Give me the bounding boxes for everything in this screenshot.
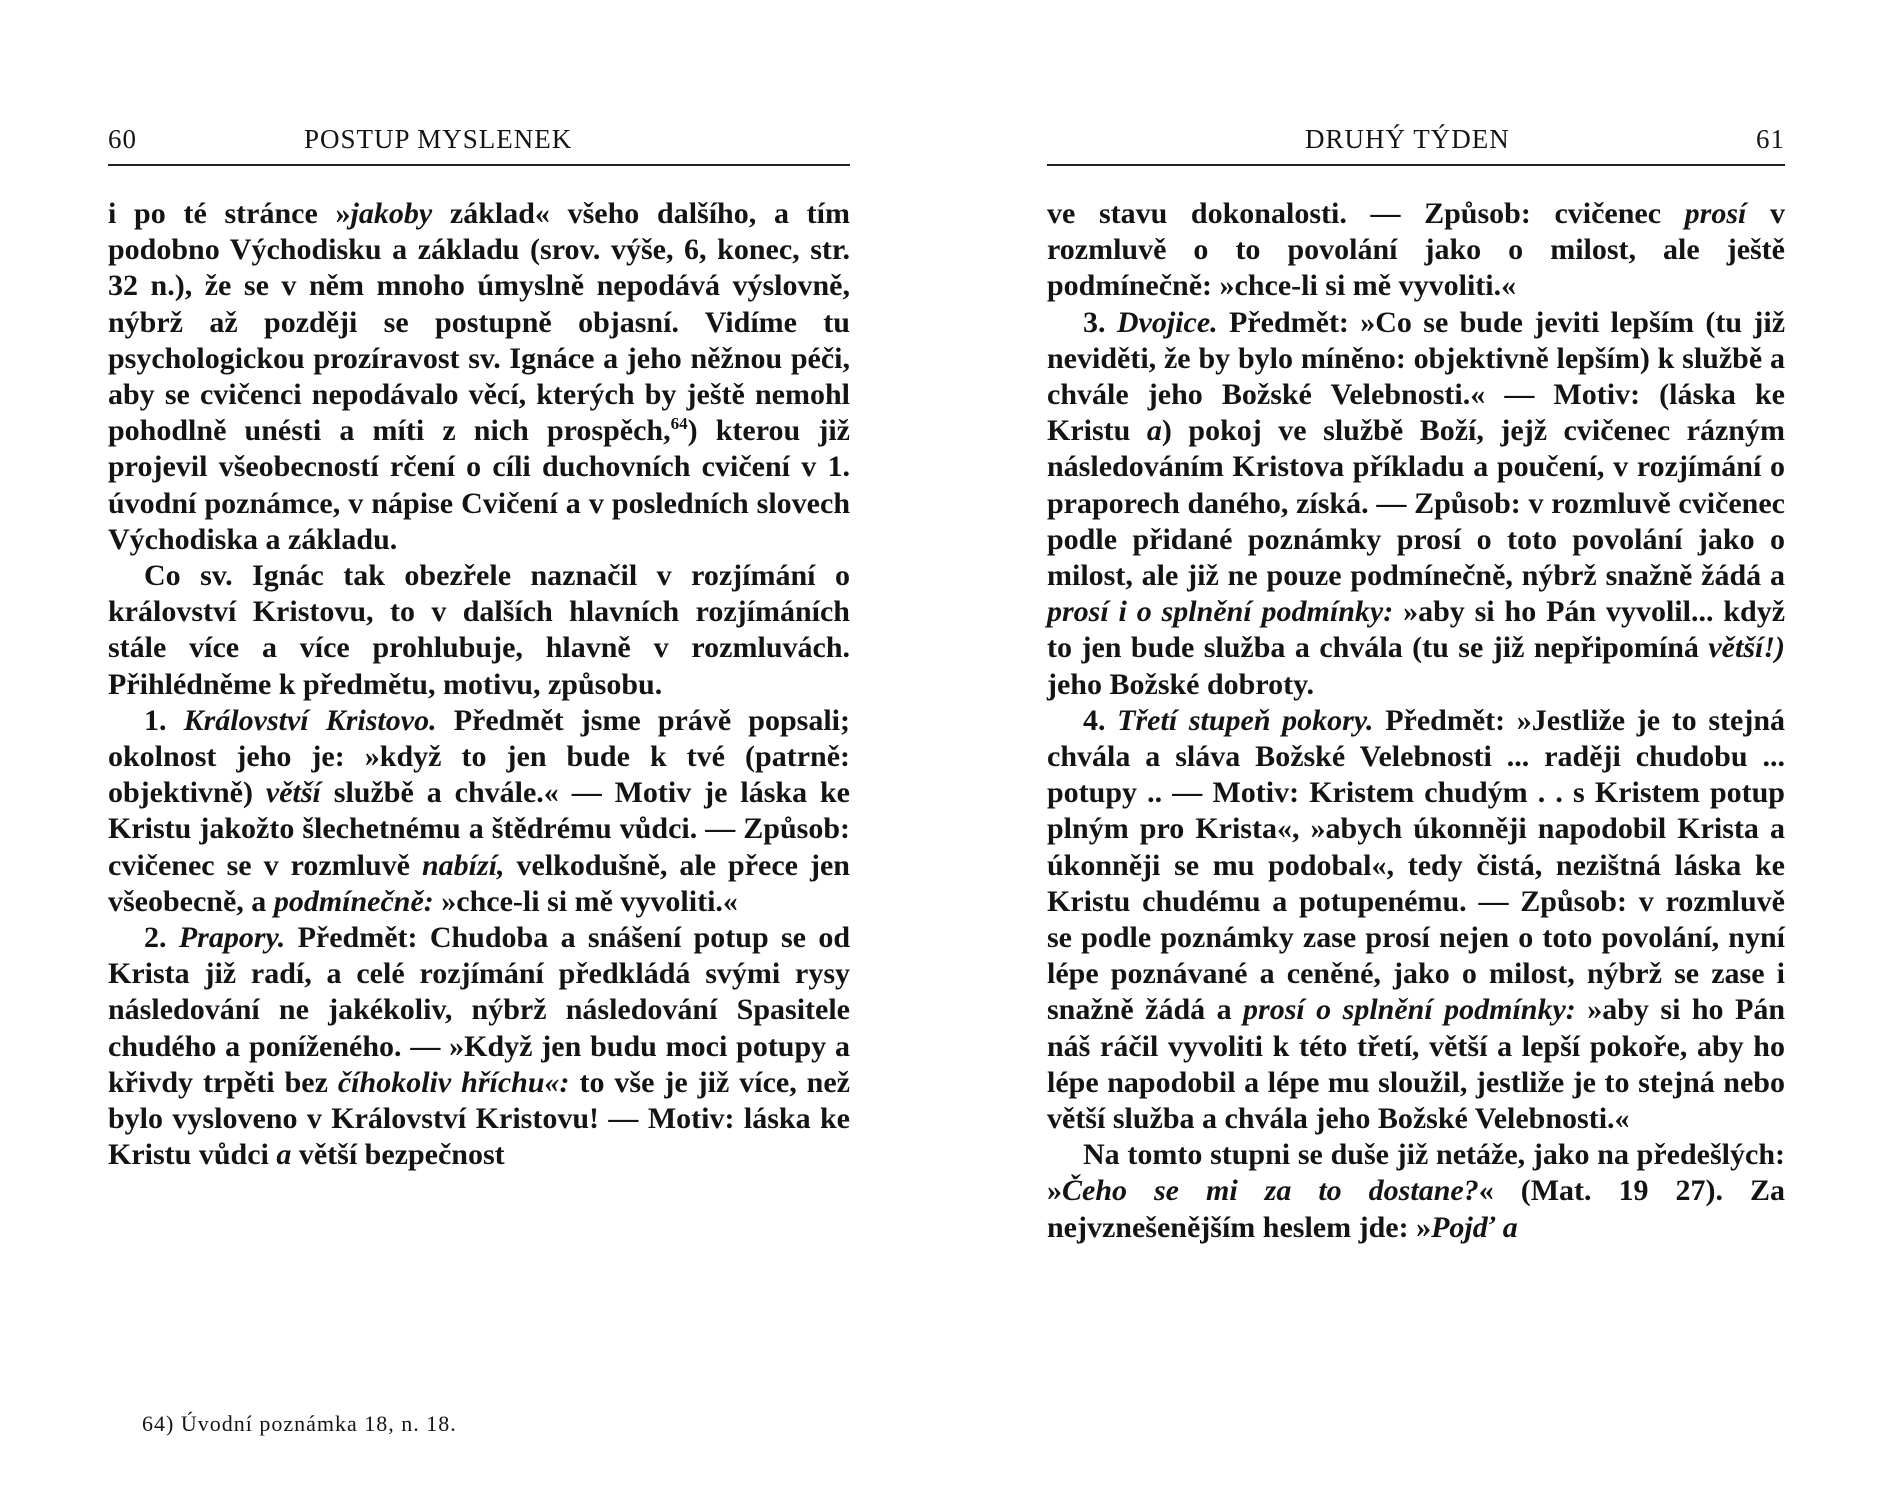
italic-emphasis: Třetí stupeň pokory.	[1117, 703, 1374, 737]
italic-emphasis: Pojď a	[1431, 1210, 1518, 1244]
paragraph: i po té stránce »jakoby základ« všeho dalšího, a tím podobno Východisku a základu (srov. výše, 6, konec, str. 32 n.), že se v něm mnoho úmyslně nepodává výslovně, nýbrž až později se postupně objasní. Vidíme tu psychologickou prozíravost sv. Ignáce a jeho něžnou péči, aby se cvičenci nepodávalo věcí, kterých by ještě nemohl pohodlně unésti a míti z nich prospěch,$^{64}$) kterou již projevil všeobecností rčení o cíli duchovních cvičení v 1. úvodní poznámce, v nápise Cvičení a v posledních slovech Východiska a základu.	[108, 197, 850, 556]
italic-emphasis: Prapory.	[178, 921, 286, 955]
paragraph: Na tomto stupni se duše již netáže, jako na předešlých: »Čeho se mi za to dostane?« (Mat. 19 27). Za nejvznešenějším heslem jde: »Pojď a	[1047, 1138, 1785, 1244]
italic-emphasis: větší!)	[1708, 631, 1785, 665]
left-page-number: 60	[108, 124, 137, 154]
italic-emphasis: Dvojice.	[1116, 305, 1218, 339]
right-body-text	[1047, 196, 1785, 1246]
paragraph: 1. Království Kristovo. Předmět jsme právě popsali; okolnost jeho je: »když to jen bude k tvé (patrně: objektivně) větší službě a chvále.« — Motiv je láska ke Kristu jakožto šlechetnému a štědrému vůdci. — Způsob: cvičenec se v rozmluvě nabízí, velkodušně, ale přece jen všeobecně, a podmínečně: »chce-li si mě vyvoliti.«	[108, 703, 850, 918]
paragraph: 2. Prapory. Předmět: Chudoba a snášení potup se od Krista již radí, a celé rozjímání předkládá svými rysy následování ne jakékoliv, nýbrž následování Spasitele chudého a poníženého. — »Když jen budu moci potupy a křivdy trpěti bez číhokoliv hříchu«: to vše je již více, než bylo vysloveno v Království Kristovu! — Motiv: láska ke Kristu vůdci a větší bezpečnost	[108, 921, 851, 1172]
right-page-number: 61	[1756, 124, 1785, 154]
italic-emphasis: větší	[265, 776, 321, 810]
footnote-ref: 64	[670, 414, 688, 434]
paragraph: 4. Třetí stupeň pokory. Předmět: »Jestliže je to stejná chvála a sláva Božské Velebnosti ... raději chudobu ... potupy .. — Motiv: Kristem chudým . . s Kristem potup plným pro Krista«, »abych úkonněji napodobil Krista a úkonněji se mu podobal«, tedy čistá, nezištná láska ke Kristu chudému a potupenému. — Způsob: v rozmluvě se podle poznámky zase prosí nejen o toto povolání, nyní lépe poznávané a ceněné, jako o milost, nýbrž se zase i snažně žádá a prosí o splnění podmínky: »aby si ho Pán náš ráčil vyvoliti k této třetí, větší a lepší pokoře, aby ho lépe napodobil a lépe mu sloužil, jestliže je to stejná nebo větší služba a chvála jeho Božské Velebnosti.«	[1047, 703, 1786, 1136]
italic-emphasis: a	[1146, 414, 1162, 448]
right-page	[1047, 0, 1785, 1500]
footnote: 64) Úvodní poznámka 18, n. 18.	[142, 1411, 457, 1436]
italic-emphasis: číhokoliv hříchu«:	[337, 1065, 570, 1099]
paragraph: 3. Dvojice. Předmět: »Co se bude jeviti lepším (tu již neviděti, že by bylo míněno: objektivně lepším) k službě a chvále jeho Božské Velebnosti.« — Motiv: (láska ke Kristu a) pokoj ve službě Boží, jejž cvičenec rázným následováním Kristova příkladu a poučení, v rozjímání o praporech daného, získá. — Způsob: v rozmluvě cvičenec podle přidané poznámky prosí o toto povolání jako o milost, ale již ne pouze podmínečně, nýbrž snažně žádá a prosí i o splnění podmínky: »aby si ho Pán vyvolil... když to jen bude služba a chvála (tu se již nepřipomíná větší!) jeho Božské dobroty.	[1047, 305, 1786, 701]
italic-emphasis: Čeho se mi za to dostane?	[1062, 1174, 1479, 1208]
italic-emphasis: prosí	[1684, 197, 1747, 230]
right-running-head: DRUHÝ TÝDEN	[1305, 124, 1510, 154]
italic-emphasis: prosí i o splnění podmínky:	[1047, 595, 1394, 629]
left-body-text	[108, 196, 850, 1173]
italic-emphasis: Království Kristovo.	[183, 703, 437, 737]
italic-emphasis: podmínečně:	[273, 884, 434, 918]
italic-emphasis: jakoby	[350, 197, 433, 230]
italic-emphasis: a	[276, 1138, 292, 1172]
paragraph: ve stavu dokonalosti. — Způsob: cvičenec prosí v rozmluvě o to povolání jako o milost, ale ještě podmínečně: »chce-li si mě vyvoliti.«	[1047, 197, 1785, 303]
right-header	[1047, 124, 1785, 166]
left-running-head: POSTUP MYSLENEK	[304, 124, 573, 154]
italic-emphasis: nabízí,	[422, 848, 505, 882]
italic-emphasis: prosí o splnění podmínky:	[1243, 993, 1576, 1027]
left-header	[108, 124, 850, 166]
paragraph: Co sv. Ignác tak obezřele naznačil v rozjímání o království Kristovu, to v dalších hlavních rozjímáních stále více a více prohlubuje, hlavně v rozmluvách. Přihlédněme k předmětu, motivu, způsobu.	[108, 559, 850, 701]
left-page	[108, 0, 850, 1500]
